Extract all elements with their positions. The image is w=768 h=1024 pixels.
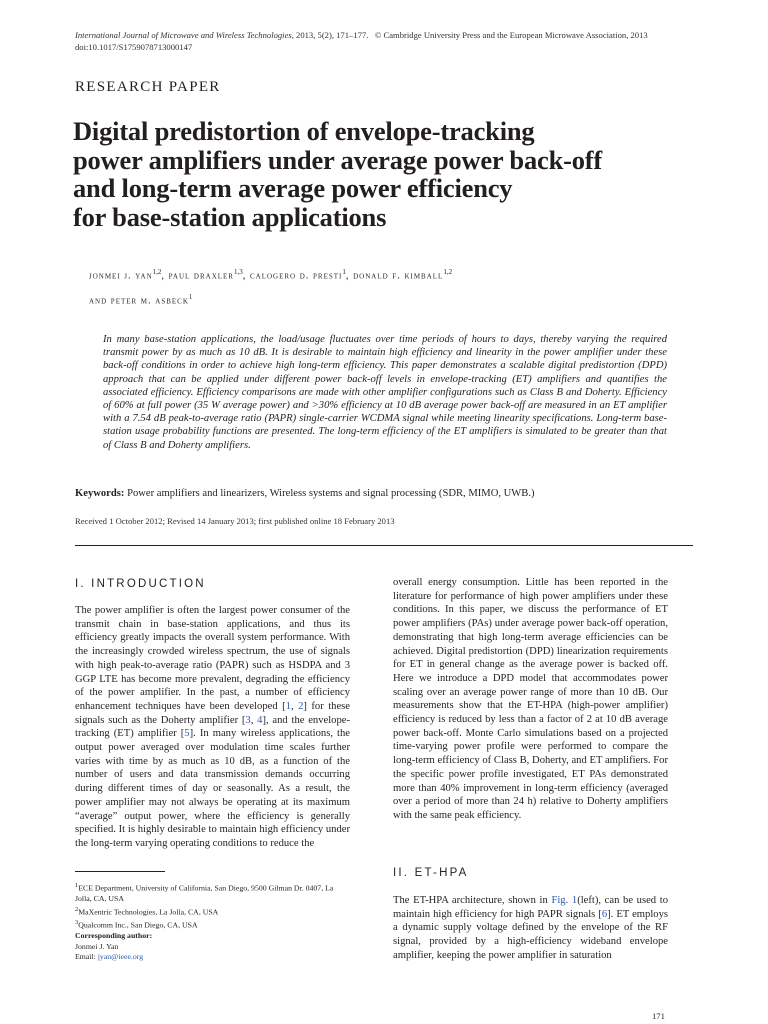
footnote-text: ECE Department, University of California, San Diego, 9500 Gilman Dr. 0407, La Jolla, CA, USA bbox=[75, 883, 334, 904]
email-label: Email: bbox=[75, 952, 98, 962]
et-hpa-body bbox=[393, 894, 668, 963]
received-dates: Received 1 October 2012; Revised 14 January 2013; first published online 18 February 2013 bbox=[75, 516, 395, 526]
label: Corresponding author: bbox=[75, 931, 153, 941]
journal-header bbox=[75, 30, 715, 53]
journal-volume: , 2013, 5(2), 171–177. bbox=[291, 30, 369, 40]
footnote-mark: 1 bbox=[75, 882, 79, 889]
introduction-continued bbox=[393, 576, 668, 823]
text-run: (left), can be used to maintain high efficiency for high PAPR signals [ bbox=[393, 895, 668, 920]
figure-link[interactable]: Fig. 1 bbox=[551, 895, 578, 906]
citation-link[interactable]: 1 bbox=[285, 700, 291, 712]
footnote-affiliation bbox=[75, 905, 350, 918]
paper-title bbox=[73, 117, 693, 231]
citation-link[interactable]: 6 bbox=[601, 908, 608, 920]
author-name: peter m. asbeck bbox=[110, 295, 189, 306]
author-name: jonmei j. yan bbox=[89, 270, 153, 282]
text-run: The power amplifier is often the largest power consumer of the transmit chain in base-station applications, and thus its efficiency greatly impacts the overall system performance. With the increasingly crowded wireless spectrum, the use of signals with high peak-to-average ratio (PAPR) such as HSDPA and 3 GGP LTE has become more prevalent, degrading the efficiency of the power amplifier. In the past, a number of efficiency enhancement techniques have been developed [ bbox=[75, 605, 350, 712]
keywords-label: Keywords: bbox=[75, 488, 125, 499]
keywords-text: Power amplifiers and linearizers, Wireless systems and signal processing (SDR, MIMO, UWB.) bbox=[127, 488, 535, 499]
footnote-mark: 2 bbox=[75, 905, 79, 913]
title-line: for base-station applications bbox=[73, 201, 387, 232]
corresponding-author-name: Jonmei J. Yan bbox=[75, 941, 119, 951]
author-line bbox=[89, 287, 709, 312]
text-run: ]. In many wireless applications, the output power averaged over modulation time scales further varies with time by as much as 10 dB, as a function of the number of users and data transmission demands occurring during different times of day or seasonally. As a result, the power amplifier may not always be operating at its maximum “average” output power, where the efficiency is generally specified. It is highly desirable to maintain high efficiency under the long-term varying operating conditions to reduce the bbox=[75, 728, 350, 849]
title-line: power amplifiers under average power back-off bbox=[73, 144, 603, 175]
footnote-affiliation bbox=[75, 918, 350, 931]
abstract: In many base-station applications, the load/usage fluctuates over time periods of hours to days, thereby varying the required transmit power by as much as 10 dB. It is desirable to maintain high efficiency and linearity in the power amplifier under these back-off conditions in order to achieve high long-term efficiency. This paper demonstrates a scalable digital predistortion (DPD) approach that can be applied under different power back-off levels in envelope-tracking (ET) amplifiers and quantifies the associated efficiency. Efficiency comparisons are made with other amplifier configurations such as Class B and Doherty. Efficiency of 60% at full power (35 W average power) and >30% efficiency at 10 dB average power back-off are measured in an ET amplifier with a 7.54 dB peak-to-average ratio (PAPR) single-carrier WCDMA signal while meeting linearity specifications. Long-term base-station usage probability functions are presented. The long-term efficiency of the ET amplifiers is simulated to be greater than that of Class B and Doherty amplifiers. bbox=[103, 334, 667, 451]
citation-link[interactable]: 5 bbox=[184, 728, 190, 740]
page-number: 171 bbox=[652, 1011, 665, 1021]
keywords bbox=[75, 487, 695, 500]
author-conjunction: and bbox=[89, 295, 111, 306]
footnote-divider bbox=[75, 871, 165, 872]
introduction-body bbox=[75, 604, 350, 851]
author-affiliation-mark: 1 bbox=[188, 292, 193, 301]
footnote-text: MaXentric Technologies, La Jolla, CA, USA bbox=[78, 907, 219, 917]
corresponding-author-label bbox=[75, 931, 350, 942]
author-affiliation-mark: 1,2 bbox=[152, 268, 162, 276]
citation-link[interactable]: 2 bbox=[298, 700, 304, 712]
text-run: ] for these signals such as the Doherty amplifier [ bbox=[75, 700, 351, 726]
section-heading-introduction: I. INTRODUCTION bbox=[75, 578, 206, 590]
author-line: jonmei j. yan$^{1,2}$, paul draxler$^{1,3}$, calogero d. presti$^1$, donald f. kimball$^{1,2}$ bbox=[89, 268, 453, 282]
email-link[interactable]: jyan@ieee.org bbox=[97, 952, 144, 962]
paragraph: overall energy consumption. Little has been reported in the literature for performance of high power amplifiers under these conditions. In this paper, we discuss the performance of ET power amplifiers (PAs) under average power back-off operation, demonstrating that high long-term average efficiencies can be achieved. Digital predistortion (DPD) linearization requirements for ET in general change as the average power is backed off. Here we introduce a DPD model that accommodates power scaling over an average power range of more than 10 dB. Our measurements show that the ET-HPA (high-power amplifier) efficiency is reduced by less than a factor of 2 at 10 dB average power back-off. Monte Carlo simulations based on a projected time-varying power profile were performed to compare the long-term efficiency of Class B, Doherty, and ET amplifiers. For the specific power profile investigated, ET PAs demonstrated more than 40% improvement in long-term efficiency (averaged over a period of more than 24 h) relative to Doherty amplifiers with the same peak efficiency. bbox=[393, 577, 668, 821]
doi: doi:10.1017/S1759078713000147 bbox=[75, 41, 193, 52]
copyright-notice: © Cambridge University Press and the European Microwave Association, 2013 bbox=[374, 30, 648, 40]
title-line: and long-term average power efficiency bbox=[73, 173, 513, 203]
footnote-text: Qualcomm Inc., San Diego, CA, USA bbox=[78, 920, 198, 930]
article-type-label: RESEARCH PAPER bbox=[75, 79, 221, 95]
paragraph bbox=[75, 604, 350, 851]
journal-name: International Journal of Microwave and Wireless Technologies bbox=[75, 30, 292, 40]
author-name: paul draxler bbox=[168, 270, 234, 282]
text-run: ], and the envelope-tracking (ET) amplifier [ bbox=[75, 714, 350, 740]
text-run: The ET-HPA architecture, shown in bbox=[393, 895, 552, 906]
section-heading-et-hpa: II. ET-HPA bbox=[393, 867, 469, 879]
author-name: donald f. kimball bbox=[353, 270, 444, 282]
divider bbox=[75, 545, 693, 546]
footnote-affiliation bbox=[75, 881, 350, 905]
footnotes bbox=[75, 881, 350, 963]
author-list bbox=[89, 262, 709, 311]
citation-link[interactable]: 4 bbox=[257, 714, 263, 726]
author-affiliation-mark: 1 bbox=[342, 268, 346, 276]
footnote-mark: 3 bbox=[75, 918, 79, 926]
paragraph bbox=[393, 894, 668, 963]
citation-link[interactable]: 3 bbox=[245, 714, 251, 726]
journal-citation-line bbox=[75, 30, 715, 42]
text-run: ]. ET employs a dynamic supply voltage defined by the envelope of the RF signal, provided by a high-efficiency wideband envelope amplifier, keeping the power amplifier in saturation bbox=[393, 908, 668, 961]
author-affiliation-mark: 1,3 bbox=[233, 268, 243, 276]
text-run: , bbox=[250, 714, 258, 726]
author-name: calogero d. presti bbox=[249, 270, 343, 282]
text-run: , bbox=[290, 700, 299, 712]
corresponding-author-email bbox=[75, 952, 350, 963]
title-line: Digital predistortion of envelope-tracking bbox=[73, 116, 535, 146]
author-affiliation-mark: 1,2 bbox=[443, 268, 453, 276]
